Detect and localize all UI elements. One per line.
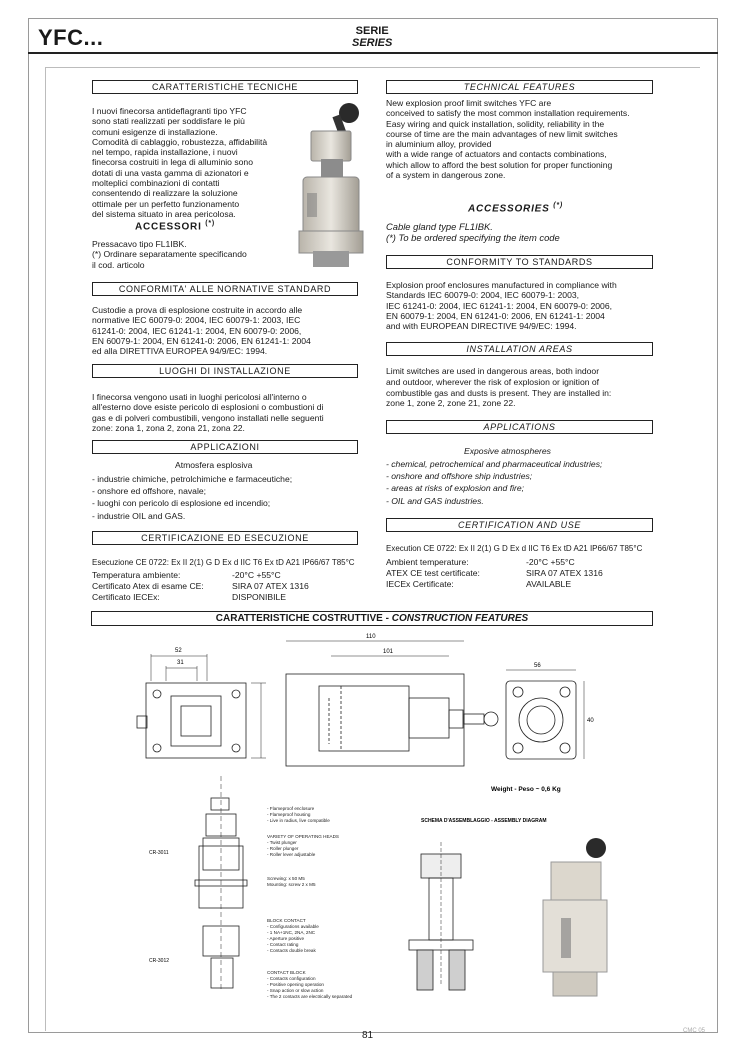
section-title-tech-it: CARATTERISTICHE TECNICHE <box>92 80 358 94</box>
tech-text-it: I nuovi finecorsa antideflagranti tipo YFC sono stati realizzati per soddisfare le più comuni esigenze di installazione. Comodità di cablaggio, robustezza, affidabilità nel tempo, rapida installazione, i nuovi finecorsa costruiti in lega di alluminio sono dotati di una vasta gamma di azionatori e molteplici combinazioni di contatti consentendo di realizzare la soluzione ottimale per un perfetto funzionamento del sistema situato in area pericolosa. <box>92 106 268 219</box>
conformity-text-en: Explosion proof enclosures manufactured in compliance with Standards IEC 60079-0: 2004, IEC 60079-1: 2003, IEC 61241-0: 2004, IEC 61241-1: 2004, EN 60079-0: 2006, EN 60079-1: 2004, EN 61241-0: 2006, EN 61241-1: 2004 and with EUROPEAN DIRECTIVE 94/9/EC: 1994. <box>386 280 617 332</box>
weight-label: Weight - Peso ~ 0,6 Kg <box>491 786 561 793</box>
cert-row <box>92 592 362 603</box>
accessories-title-text-en: ACCESSORIES <box>468 203 550 215</box>
accessories-title-text-it: ACCESSORI <box>135 221 202 233</box>
install-text-it: I finecorsa vengono usati in luoghi pericolosi all'interno o all'esterno dove esiste pericolo di esplosioni o combustioni di gas e di polveri combustibili, vengono installati nelle seguenti zone: zona 1, zona 2, zona 21, zona 22. <box>92 392 324 433</box>
cert-value: -20°C +55°C <box>526 557 575 567</box>
accessories-title-it <box>135 220 215 232</box>
limit-switch-photo <box>293 101 371 271</box>
drawing-note-3: Screwing: x 50 M5 Mounting: screw 2 x M5 <box>267 876 316 887</box>
assembly-photo <box>543 838 607 996</box>
section-title-install-it: LUOGHI DI INSTALLAZIONE <box>92 364 358 378</box>
series-label <box>352 25 392 49</box>
cert-row <box>92 581 362 592</box>
series-label-it: SERIE <box>355 25 389 37</box>
cert-value: -20°C +55°C <box>232 570 281 580</box>
section-title-cert-en: CERTIFICATION AND USE <box>386 518 653 532</box>
product-series-title: YFC... <box>38 25 104 50</box>
applications-list-en: - chemical, petrochemical and pharmaceutical industries; - onshore and offshore ship industries; - areas at risks of explosion and fire; - OIL and GAS industries. <box>386 459 603 506</box>
section-title-install-en: INSTALLATION AREAS <box>386 342 653 356</box>
accessories-text-en: Cable gland type FL1IBK. (*) To be ordered specifying the item code <box>386 221 560 243</box>
component-label: CR-3012 <box>149 958 170 964</box>
applications-heading-it: Atmosfera esplosiva <box>175 460 253 470</box>
accessories-mark-it: (*) <box>205 220 216 227</box>
cert-exec-en: Execution CE 0722: Ex II 2(1) G D Ex d IIC T6 Ex tD A21 IP66/67 T85°C <box>386 544 643 553</box>
dim-label: 52 <box>175 648 182 654</box>
drawing-front-view <box>137 654 266 758</box>
tech-text-en: New explosion proof limit switches YFC are conceived to satisfy the most common installation requirements. Easy wiring and quick installation, solidity, reliability in the course of time are the main advantages of new limit switches in aluminium alloy, provided with a wide range of actuators and contacts combinations, which allow to afford the best solution for proper functioning of a system in dangerous zone. <box>386 98 630 181</box>
cert-table-en <box>386 557 658 590</box>
accessories-title-en <box>468 202 563 214</box>
page-number: 81 <box>362 1030 374 1041</box>
construction-title-sep: - <box>382 613 392 624</box>
dim-label: 101 <box>383 649 394 655</box>
section-title-applications-it: APPLICAZIONI <box>92 440 358 454</box>
dim-label: 56 <box>534 663 541 669</box>
drawing-assembly-section <box>409 842 473 990</box>
dim-label: 110 <box>366 634 376 640</box>
section-title-conformity-it: CONFORMITA' ALLE NORNATIVE STANDARD <box>92 282 358 296</box>
construction-title-it: CARATTERISTICHE COSTRUTTIVE <box>215 613 383 624</box>
construction-title-en: CONSTRUCTION FEATURES <box>391 613 529 624</box>
accessories-text-it: Pressacavo tipo FL1IBK. (*) Ordinare separatamente specificando il cod. articolo <box>92 239 247 270</box>
header-rule <box>28 52 718 54</box>
drawing-note-1: - Flameproof enclosure - Flameproof housing - Live in radius, live compatible <box>267 806 330 823</box>
cert-key: Certificato IECEx: <box>92 592 160 602</box>
drawing-notes <box>267 806 353 999</box>
construction-features-title <box>91 611 653 626</box>
applications-heading-en: Exposive atmospheres <box>464 446 551 456</box>
accessories-mark-en: (*) <box>553 202 563 209</box>
cert-value: DISPONIBILE <box>232 592 286 602</box>
technical-drawing <box>91 626 653 1026</box>
drawing-end-view <box>506 670 584 759</box>
applications-list-it: - industrie chimiche, petrolchimiche e farmaceutiche; - onshore ed offshore, navale; - luoghi con pericolo di esplosione ed incendio; - industrie OIL and GAS. <box>92 474 293 521</box>
section-title-conformity-en: CONFORMITY TO STANDARDS <box>386 255 653 269</box>
cert-row <box>386 557 658 568</box>
cert-key: IECEx Certificate: <box>386 579 454 589</box>
series-label-en: SERIES <box>352 37 393 49</box>
drawing-side-view <box>286 641 498 766</box>
section-title-tech-en: TECHNICAL FEATURES <box>386 80 653 94</box>
component-label: CR-3011 <box>149 850 169 856</box>
section-title-applications-en: APPLICATIONS <box>386 420 653 434</box>
cert-value: SIRA 07 ATEX 1316 <box>526 568 603 578</box>
cert-exec-it: Esecuzione CE 0722: Ex II 2(1) G D Ex d IIC T6 Ex tD A21 IP66/67 T85°C <box>92 558 355 567</box>
conformity-text-it: Custodie a prova di esplosione costruite in accordo alle normative IEC 60079-0: 2004, IEC 60079-1: 2003, IEC 61241-0: 2004, IEC 61241-1: 2004, EN 60079-0: 2006, EN 60079-1: 2004, EN 61241-0: 2006, EN 61241-1: 2004 ed alla DIRETTIVA EUROPEA 94/9/EC: 1994. <box>92 305 311 357</box>
cert-key: Certificato Atex di esame CE: <box>92 581 204 591</box>
drawing-note-5: CONTACT BLOCK - Contacts configuration - Positive opening operation - Snap action or slow action - The 2 contacts are electrically separated <box>267 970 353 999</box>
assembly-caption: SCHEMA D'ASSEMBLAGGIO - ASSEMBLY DIAGRAM <box>421 818 547 824</box>
dim-label: 40 <box>587 718 594 724</box>
corner-mark: CMC 05 <box>683 1028 706 1034</box>
cert-value: AVAILABLE <box>526 579 572 589</box>
install-text-en: Limit switches are used in dangerous areas, both indoor and outdoor, wherever the risk of explosion or ignition of combustible gas and dusts is present. They are installed in: zone 1, zone 2, zone 21, zone 22. <box>386 366 612 409</box>
drawing-note-2: VARIETY OF OPERATING HEADS - Twist plunger - Roller plunger - Roller lever adjustable <box>267 834 339 857</box>
section-title-cert-it: CERTIFICAZIONE ED ESECUZIONE <box>92 531 358 545</box>
cert-row <box>386 568 658 579</box>
cert-table-it <box>92 570 362 603</box>
cert-key: ATEX CE test certificate: <box>386 568 480 578</box>
cert-row <box>92 570 362 581</box>
cert-row <box>386 579 658 590</box>
dim-label: 31 <box>177 660 184 666</box>
drawing-exploded-view <box>195 776 247 991</box>
drawing-note-4: BLOCK CONTACT - Configurations available - 1 NA+1NC, 2NA, 2NC - Aperture positive - Contact rating - Contacts double break <box>267 918 319 953</box>
cert-value: SIRA 07 ATEX 1316 <box>232 581 309 591</box>
cert-key: Temperatura ambiente: <box>92 570 181 580</box>
cert-key: Ambient temperature: <box>386 557 469 567</box>
